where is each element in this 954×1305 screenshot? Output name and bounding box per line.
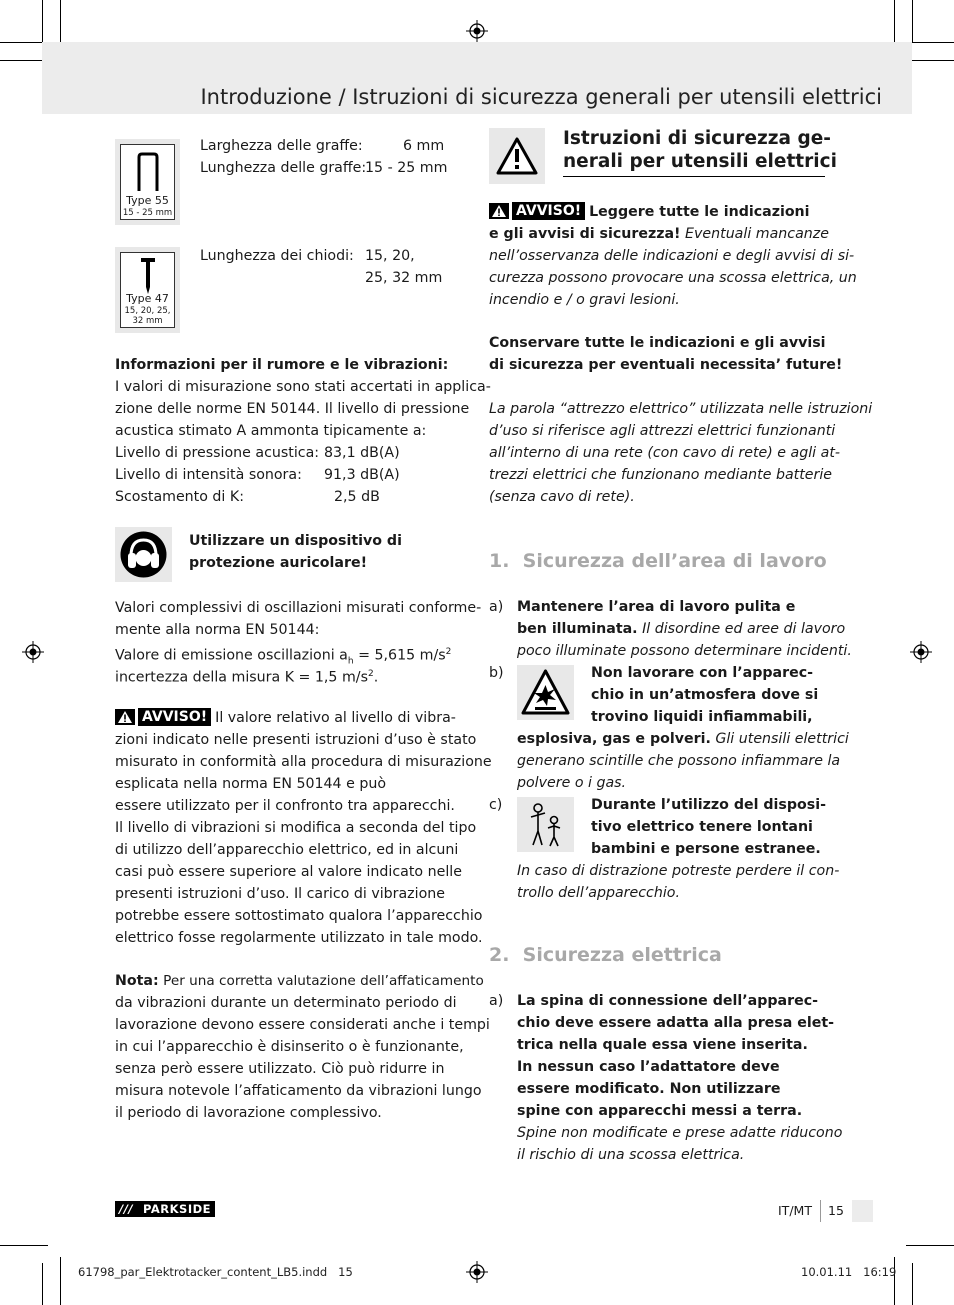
nota-line: misura notevole l’affaticamento da vibrazioni lungo <box>115 1083 482 1099</box>
definition-line: La parola “attrezzo elettrico” utilizzata nelle istruzioni <box>489 401 873 417</box>
nota-paragraph: Nota: Per una corretta valutazione dell’affaticamento <box>115 973 484 989</box>
staple-width-value: 6 mm <box>403 138 445 154</box>
sec2-a-text: il rischio di una scossa elettrica. <box>517 1147 745 1163</box>
avviso-line: presenti istruzioni d’uso. Il carico di vibrazione <box>115 886 445 902</box>
nail-type-label: Type 47 <box>126 292 169 305</box>
safety-warning-icon <box>489 128 545 184</box>
sec1-c-text: trollo dell’apparecchio. <box>517 885 680 901</box>
warning-icon <box>491 204 507 218</box>
vib-uncertainty: incertezza della misura K = 1,5 $m/s^2$. <box>115 669 379 686</box>
section-1-title: 1. Sicurezza dell’area di lavoro <box>489 550 827 572</box>
crop-mark <box>0 60 48 61</box>
safety-heading: Istruzioni di sicurezza ge- <box>563 128 831 149</box>
sec2-a-text: La spina di connessione dell’apparec- <box>517 993 818 1009</box>
staple-type-label: Type 55 <box>126 194 169 207</box>
nota-line: senza però essere utilizzato. Ciò può ridurre in <box>115 1061 445 1077</box>
vib-line: Valori complessivi di oscillazioni misurati conforme- <box>115 600 482 616</box>
staple-length-label: Lunghezza delle graffe: <box>200 160 367 176</box>
list-letter: a) <box>489 993 504 1009</box>
crop-mark <box>912 0 913 42</box>
sec1-c-text: bambini e persone estranee. <box>591 841 821 857</box>
nail-size-label-2: 32 mm <box>132 316 163 326</box>
sec1-c-text: Durante l’utilizzo del disposi- <box>591 797 826 813</box>
nail-type-icon <box>115 247 180 333</box>
nail-length-value-1: 15, 20, <box>365 248 415 264</box>
staple-length-value: 15 - 25 mm <box>365 160 448 176</box>
page-title: Introduzione / Istruzioni di sicurezza generali per utensili elettrici <box>200 85 882 109</box>
nota-line: in cui l’apparecchio è disinserito o è funzionante, <box>115 1039 464 1055</box>
noise-value: 83,1 dB(A) <box>324 445 400 461</box>
warning-icon <box>496 137 538 175</box>
nail-length-value-2: 25, 32 mm <box>365 270 443 286</box>
crop-mark <box>912 1263 913 1305</box>
noise-value-label: Livello di pressione acustica: <box>115 445 320 461</box>
section-2-title: 2. Sicurezza elettrica <box>489 944 722 966</box>
avviso-line: Il livello di vibrazioni si modifica a seconda del tipo <box>115 820 477 836</box>
sec1-c-text: In caso di distrazione potreste perdere il con- <box>517 863 840 879</box>
vib-line: mente alla norma EN 50144: <box>115 622 320 638</box>
avviso-line: curezza possono provocare una scossa elettrica, un <box>489 270 857 286</box>
avviso-line: e gli avvisi di sicurezza! Eventuali mancanze <box>489 226 829 242</box>
noise-value: 2,5 dB <box>334 489 380 505</box>
nota-line: lavorazione devono essere considerati anche i tempi <box>115 1017 490 1033</box>
noise-heading: Informazioni per il rumore e le vibrazioni: <box>115 357 449 373</box>
avviso-line: incendio e / o gravi lesioni. <box>489 292 680 308</box>
avviso-line: elettrico fosse regolarmente utilizzato in tale modo. <box>115 930 483 946</box>
crop-mark <box>42 1263 43 1305</box>
safety-heading-rule <box>563 176 825 177</box>
registration-mark-icon <box>22 641 44 663</box>
list-letter: c) <box>489 797 503 813</box>
crop-mark <box>894 0 895 48</box>
sec1-b-text: generano scintille che possono infiammare la <box>517 753 841 769</box>
warning-icon <box>117 710 133 724</box>
sec1-a-text: Mantenere l’area di lavoro pulita e <box>517 599 796 615</box>
avviso-line: misurato in conformità alla procedura di misurazione <box>115 754 492 770</box>
noise-value-label: Scostamento di K: <box>115 489 244 505</box>
sec2-a-text: essere modificato. Non utilizzare <box>517 1081 781 1097</box>
registration-mark-icon <box>910 641 932 663</box>
sec2-a-text: In nessun caso l’adattatore deve <box>517 1059 780 1075</box>
registration-mark-icon <box>466 20 488 42</box>
definition-line: d’uso si riferisce agli attrezzi elettrici funzionanti <box>489 423 836 439</box>
sec2-a-text: spine con apparecchi messi a terra. <box>517 1103 803 1119</box>
definition-line: all’interno di una rete (con cavo di rete) e agli at- <box>489 445 840 461</box>
ear-protection-icon <box>115 527 172 582</box>
ear-protection-text: Utilizzare un dispositivo di <box>189 533 402 549</box>
keep-children-away-icon <box>517 797 574 852</box>
avviso-paragraph-right: AVVISO! Leggere tutte le indicazioni <box>489 201 810 223</box>
crop-mark <box>0 1245 48 1246</box>
nota-line: il periodo di lavorazione complessivo. <box>115 1105 382 1121</box>
footer-page-tab <box>852 1200 873 1222</box>
crop-mark <box>42 0 43 42</box>
ear-protection-text: protezione auricolare! <box>189 555 368 571</box>
footer-page-number: 15 <box>828 1203 844 1218</box>
parkside-logo: /// PARKSIDE <box>115 1201 215 1217</box>
avviso-line: nell’osservanza delle indicazioni e degli avvisi di si- <box>489 248 855 264</box>
sec2-a-text: chio deve essere adatta alla presa elet- <box>517 1015 835 1031</box>
sec1-c-text: tivo elettrico tenere lontani <box>591 819 813 835</box>
sec1-b-text: chio in un’atmosfera dove si <box>591 687 819 703</box>
avviso-badge: AVVISO! <box>489 202 585 220</box>
nail-icon <box>139 257 157 295</box>
staple-width-label: Larghezza delle graffe: <box>200 138 363 154</box>
safety-heading: nerali per utensili elettrici <box>563 151 837 172</box>
keep-instructions: Conservare tutte le indicazioni e gli avvisi <box>489 335 826 351</box>
crop-mark <box>906 1245 954 1246</box>
definition-line: trezzi elettrici che funzionano mediante batterie <box>489 467 833 483</box>
nail-size-label-1: 15, 20, 25, <box>124 306 171 316</box>
slug-date: 10.01.11 16:19 <box>801 1265 897 1279</box>
nota-line: da vibrazioni durante un determinato periodo di <box>115 995 457 1011</box>
noise-value: 91,3 dB(A) <box>324 467 400 483</box>
footer-locale: IT/MT <box>778 1203 812 1218</box>
staple-size-label: 15 - 25 mm <box>122 208 173 218</box>
keep-instructions: di sicurezza per eventuali necessita’ future! <box>489 357 843 373</box>
noise-line: zione delle norme EN 50144. Il livello di pressione <box>115 401 470 417</box>
crop-mark <box>906 60 954 61</box>
staple-icon <box>135 151 161 193</box>
avviso-line: esplicata nella norma EN 50144 e può <box>115 776 387 792</box>
sec1-a-text: ben illuminata. Il disordine ed aree di lavoro <box>517 621 846 637</box>
crop-mark <box>60 1257 61 1305</box>
crop-mark <box>0 42 42 43</box>
definition-line: (senza cavo di rete). <box>489 489 635 505</box>
noise-value-label: Livello di intensità sonora: <box>115 467 302 483</box>
vib-emission-value: Valore di emissione oscillazioni $a_h = 5,615$ $m/s^2$ <box>115 647 452 667</box>
footer-divider <box>820 1200 821 1222</box>
avviso-paragraph-left: AVVISO! Il valore relativo al livello di vibra- <box>115 707 456 729</box>
sec1-b-text: polvere o i gas. <box>517 775 627 791</box>
avviso-line: zioni indicato nelle presenti istruzioni d’uso è stato <box>115 732 477 748</box>
logo-stripes: /// <box>119 1202 134 1216</box>
slug-filename: 61798_par_Elektrotacker_content_LB5.indd 15 <box>78 1265 353 1279</box>
avviso-line: potrebbe essere sottostimato qualora l’apparecchio <box>115 908 483 924</box>
noise-line: I valori di misurazione sono stati accertati in applica- <box>115 379 491 395</box>
avviso-line: di utilizzo dell’apparecchio elettrico, ed in alcuni <box>115 842 459 858</box>
noise-line: acustica stimato A ammonta tipicamente a: <box>115 423 427 439</box>
nail-length-label: Lunghezza dei chiodi: <box>200 248 354 264</box>
staple-type-icon <box>115 139 180 225</box>
list-letter: b) <box>489 665 504 681</box>
sec2-a-text: trica nella quale essa viene inserita. <box>517 1037 808 1053</box>
avviso-line: casi può essere superiore al valore indicato nelle <box>115 864 462 880</box>
registration-mark-icon <box>466 1261 488 1283</box>
sec1-b-text: trovino liquidi infiammabili, <box>591 709 813 725</box>
list-letter: a) <box>489 599 504 615</box>
sec1-a-text: poco illuminate possono determinare incidenti. <box>517 643 852 659</box>
crop-mark <box>912 42 954 43</box>
sec2-a-text: Spine non modificate e prese adatte riducono <box>517 1125 843 1141</box>
crop-mark <box>60 0 61 48</box>
sec1-b-text: Non lavorare con l’apparec- <box>591 665 814 681</box>
avviso-line: essere utilizzato per il confronto tra apparecchi. <box>115 798 455 814</box>
sec1-b-text: esplosiva, gas e polveri. Gli utensili elettrici <box>517 731 849 747</box>
explosive-atmosphere-icon <box>517 665 574 720</box>
avviso-badge: AVVISO! <box>115 708 211 726</box>
